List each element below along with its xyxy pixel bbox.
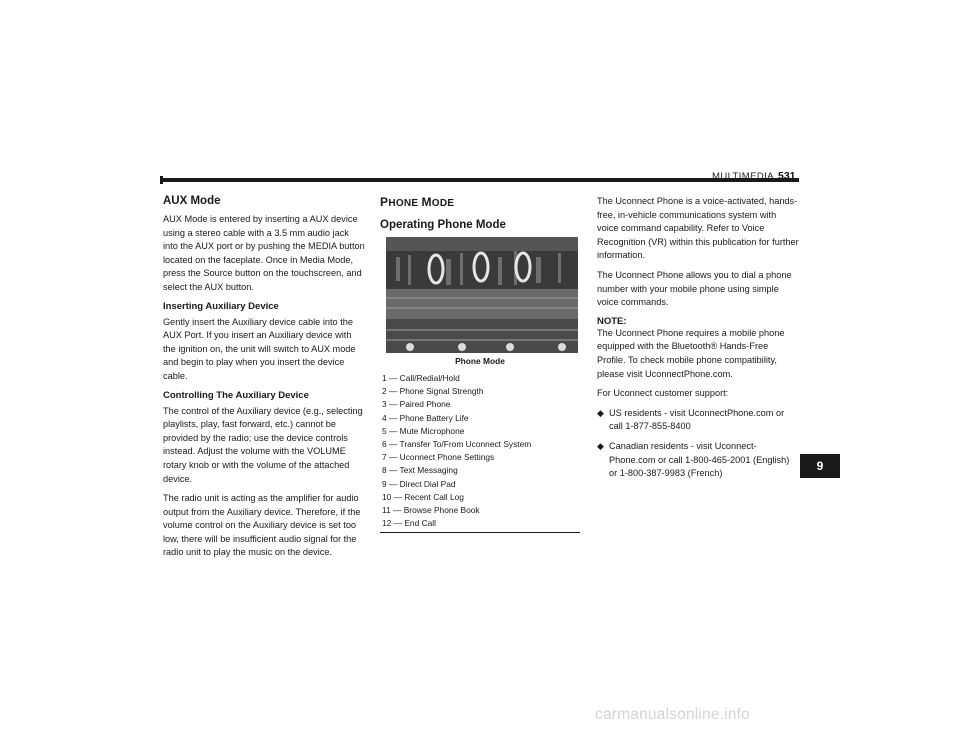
support-bullet-canada bbox=[597, 440, 799, 481]
middle-column bbox=[380, 195, 580, 533]
legend-item: 11 — Browse Phone Book bbox=[382, 504, 480, 515]
uconnect-intro: The Uconnect Phone is a voice-activated, hands-free, in-vehicle communications system with voice command capability. Refer to Voice Recognition (VR) within this publication for further information. bbox=[597, 196, 799, 261]
phone-mode-cap-2: M bbox=[421, 195, 432, 209]
legend-item: 4 — Phone Battery Life bbox=[382, 412, 469, 423]
legend-item: 8 — Text Messaging bbox=[382, 465, 458, 476]
page-number: 531 bbox=[778, 170, 796, 182]
aux-mode-heading: AUX Mode bbox=[163, 195, 221, 207]
legend-item: 2 — Phone Signal Strength bbox=[382, 386, 484, 397]
legend-item: 3 — Paired Phone bbox=[382, 399, 451, 410]
phone-mode-rest-1: HONE bbox=[388, 198, 422, 209]
phone-screen-illustration bbox=[386, 237, 578, 353]
screen-top-band bbox=[386, 237, 578, 251]
legend-item: 9 — Direct Dial Pad bbox=[382, 478, 456, 489]
phone-mode-heading bbox=[380, 195, 580, 209]
legend-item: 7 — Uconnect Phone Settings bbox=[382, 452, 495, 463]
diamond-bullet-icon: ◆ bbox=[597, 407, 604, 418]
inserting-device-body: Gently insert the Auxiliary device cable into the AUX Port. If you insert an Auxiliary device with the ignition on, the unit will switch to AUX mode and begin to play when you insert the device cable. bbox=[163, 316, 356, 381]
support-bullet-us bbox=[597, 407, 799, 434]
note-body: The Uconnect Phone requires a mobile phone equipped with the Bluetooth® Hands-Free Profile. To check mobile phone compatibility, please visit UconnectPhone.com. bbox=[597, 327, 785, 379]
controlling-device-heading: Controlling The Auxiliary Device bbox=[163, 389, 309, 401]
header-rule bbox=[163, 178, 799, 182]
legend-item: 10 — Recent Call Log bbox=[382, 491, 464, 502]
legend-item: 6 — Transfer To/From Uconnect System bbox=[382, 438, 532, 449]
figure-bottom-rule bbox=[380, 532, 580, 533]
uconnect-dial: The Uconnect Phone allows you to dial a phone number with your mobile phone using simple voice commands. bbox=[597, 269, 792, 308]
aux-mode-intro: AUX Mode is entered by inserting a AUX device using a stereo cable with a 3.5 mm audio jack into the AUX port or by pushing the MEDIA button located on the faceplate. Once in Media Mode, press the Source button on the touchscreen, and select the AUX button. bbox=[163, 214, 365, 292]
legend-item: 12 — End Call bbox=[382, 518, 436, 529]
screen-bottom-band bbox=[386, 319, 578, 353]
phone-mode-rest-2: ODE bbox=[431, 198, 455, 209]
controlling-device-body: The control of the Auxiliary device (e.g., selecting playlists, play, fast forward, etc.) cannot be provided by the radio; use the device controls instead. Adjust the volume with the VOLUME rotary knob or with the volume of the attached device. bbox=[163, 405, 363, 484]
amplifier-body: The radio unit is acting as the amplifier for audio output from the Auxiliary device. Therefore, if the volume control on the Auxiliary device is set too low, there will be insufficient audio signal for the radio unit to play the music on the device. bbox=[163, 493, 361, 558]
phone-mode-figure bbox=[386, 237, 578, 353]
support-bullet-text: US residents - visit UconnectPhone.com or call 1-877-855-8400 bbox=[609, 407, 785, 432]
screen-mid-band bbox=[386, 289, 578, 319]
legend-item: 5 — Mute Microphone bbox=[382, 425, 465, 436]
legend-item: 1 — Call/Redial/Hold bbox=[382, 373, 460, 383]
watermark: carmanualsonline.info bbox=[595, 706, 750, 723]
support-intro: For Uconnect customer support: bbox=[597, 388, 729, 399]
support-bullet-text: Canadian residents - visit Uconnect-Phone.com or call 1-800-465-2001 (English) or 1-800-387-9983 (French) bbox=[609, 440, 790, 479]
section-name: MULTIMEDIA bbox=[712, 171, 774, 182]
note-label: NOTE: bbox=[597, 315, 627, 327]
operating-phone-mode-heading: Operating Phone Mode bbox=[380, 219, 506, 231]
inserting-device-heading: Inserting Auxiliary Device bbox=[163, 300, 279, 312]
figure-caption: Phone Mode bbox=[455, 356, 505, 366]
diamond-bullet-icon: ◆ bbox=[597, 440, 604, 451]
right-column bbox=[597, 195, 799, 485]
chapter-tab: 9 bbox=[800, 454, 840, 478]
phone-mode-cap-1: P bbox=[380, 195, 389, 209]
figure-legend bbox=[380, 372, 580, 530]
left-column bbox=[163, 195, 365, 566]
